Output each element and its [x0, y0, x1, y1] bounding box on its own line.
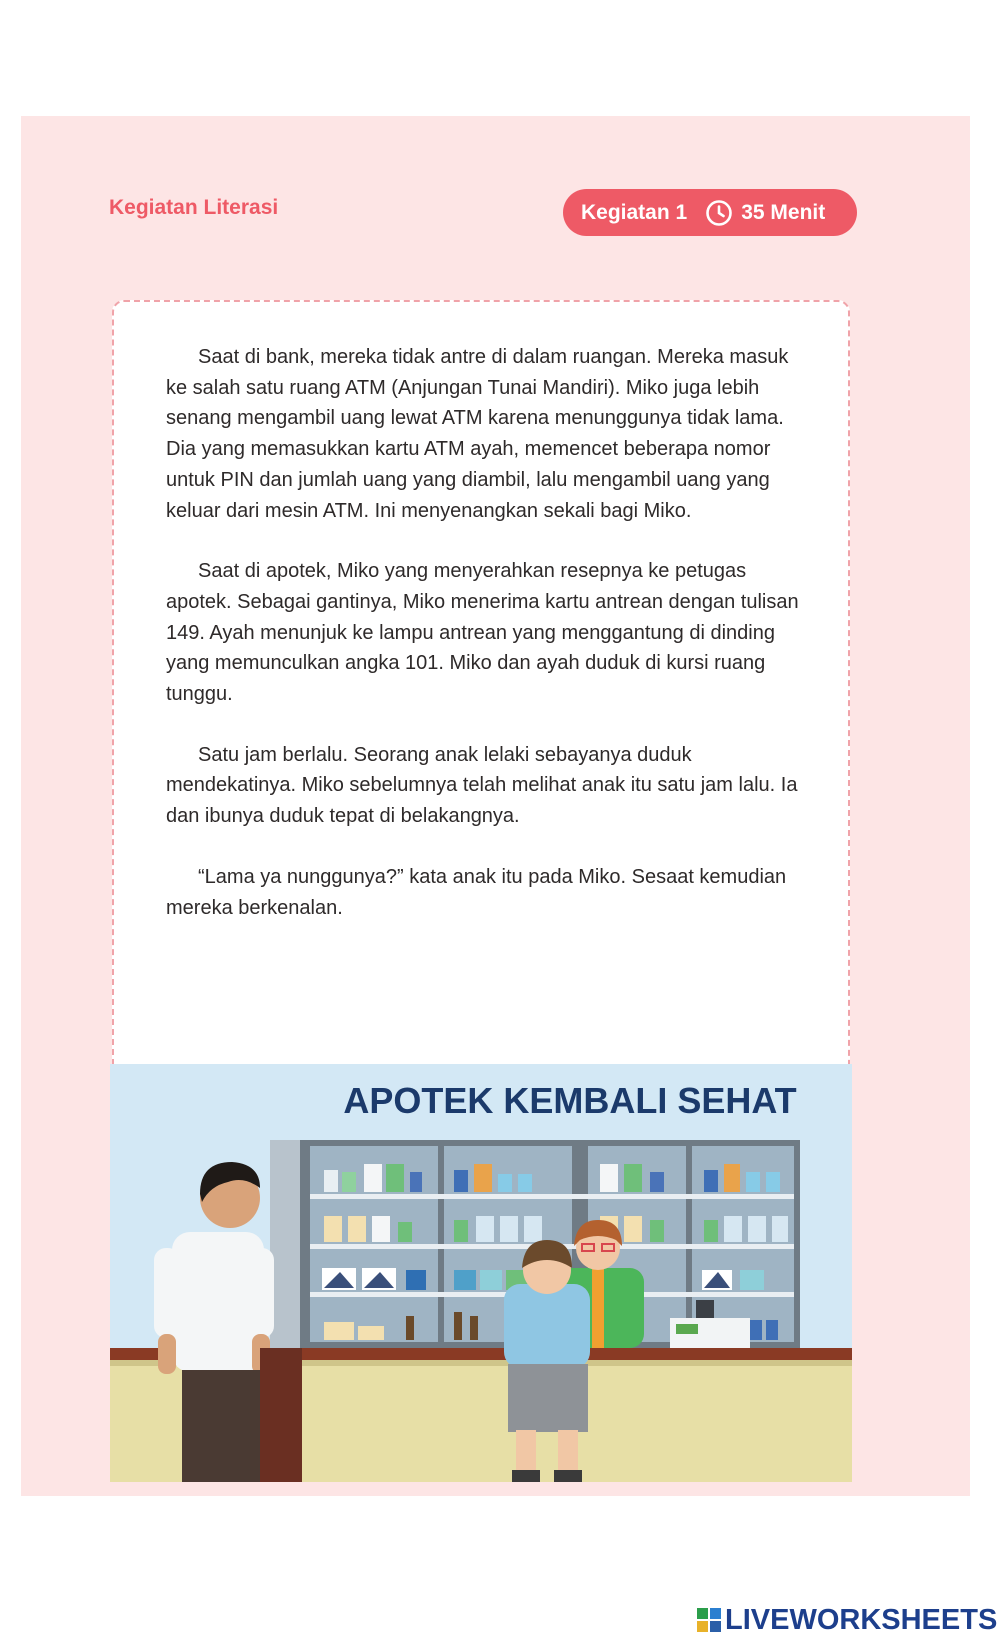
activity-number: Kegiatan 1	[581, 200, 688, 224]
pharmacy-scene	[110, 1064, 852, 1482]
liveworksheets-watermark	[697, 1602, 997, 1638]
waiting-chair	[260, 1348, 302, 1482]
story-text	[166, 342, 814, 953]
story-paragraph-3: Satu jam berlalu. Seorang anak lelaki sebayanya duduk mendekatinya. Miko sebelumnya telah melihat anak itu satu jam lalu. Ia dan ibunya duduk tepat di belakangnya.	[166, 743, 798, 828]
section-label: Kegiatan Literasi	[109, 196, 279, 219]
activity-duration: 35 Menit	[741, 200, 826, 224]
liveworksheets-logo-icon	[697, 1608, 721, 1632]
pharmacy-illustration	[110, 1064, 852, 1482]
story-paragraph-1: Saat di bank, mereka tidak antre di dalam ruangan. Mereka masuk ke salah satu ruang ATM (Anjungan Tunai Mandiri). Miko juga lebih senang mengambil uang lewat ATM karena menunggunya tidak lama. Dia yang memasukkan kartu ATM ayah, memencet beberapa nomor untuk PIN dan jumlah uang yang diambil, lalu mengambil uang yang keluar dari mesin ATM. Ini menyenangkan sekali bagi Miko.	[166, 346, 789, 522]
clock-icon	[705, 199, 733, 227]
story-paragraph-2: Saat di apotek, Miko yang menyerahkan resepnya ke petugas apotek. Sebagai gantinya, Miko menerima kartu antrean dengan tulisan 149. Ayah menunjuk ke lampu antrean yang menggantung di dinding yang memunculkan angka 101. Miko dan ayah duduk di kursi ruang tunggu.	[166, 560, 799, 706]
watermark-text: LIVEWORKSHEETS	[725, 1603, 998, 1636]
activity-badge	[563, 189, 857, 236]
story-paragraph-4: “Lama ya nunggunya?” kata anak itu pada Miko. Sesaat kemudian mereka berkenalan.	[166, 865, 787, 919]
shop-sign: APOTEK KEMBALI SEHAT	[343, 1080, 797, 1121]
